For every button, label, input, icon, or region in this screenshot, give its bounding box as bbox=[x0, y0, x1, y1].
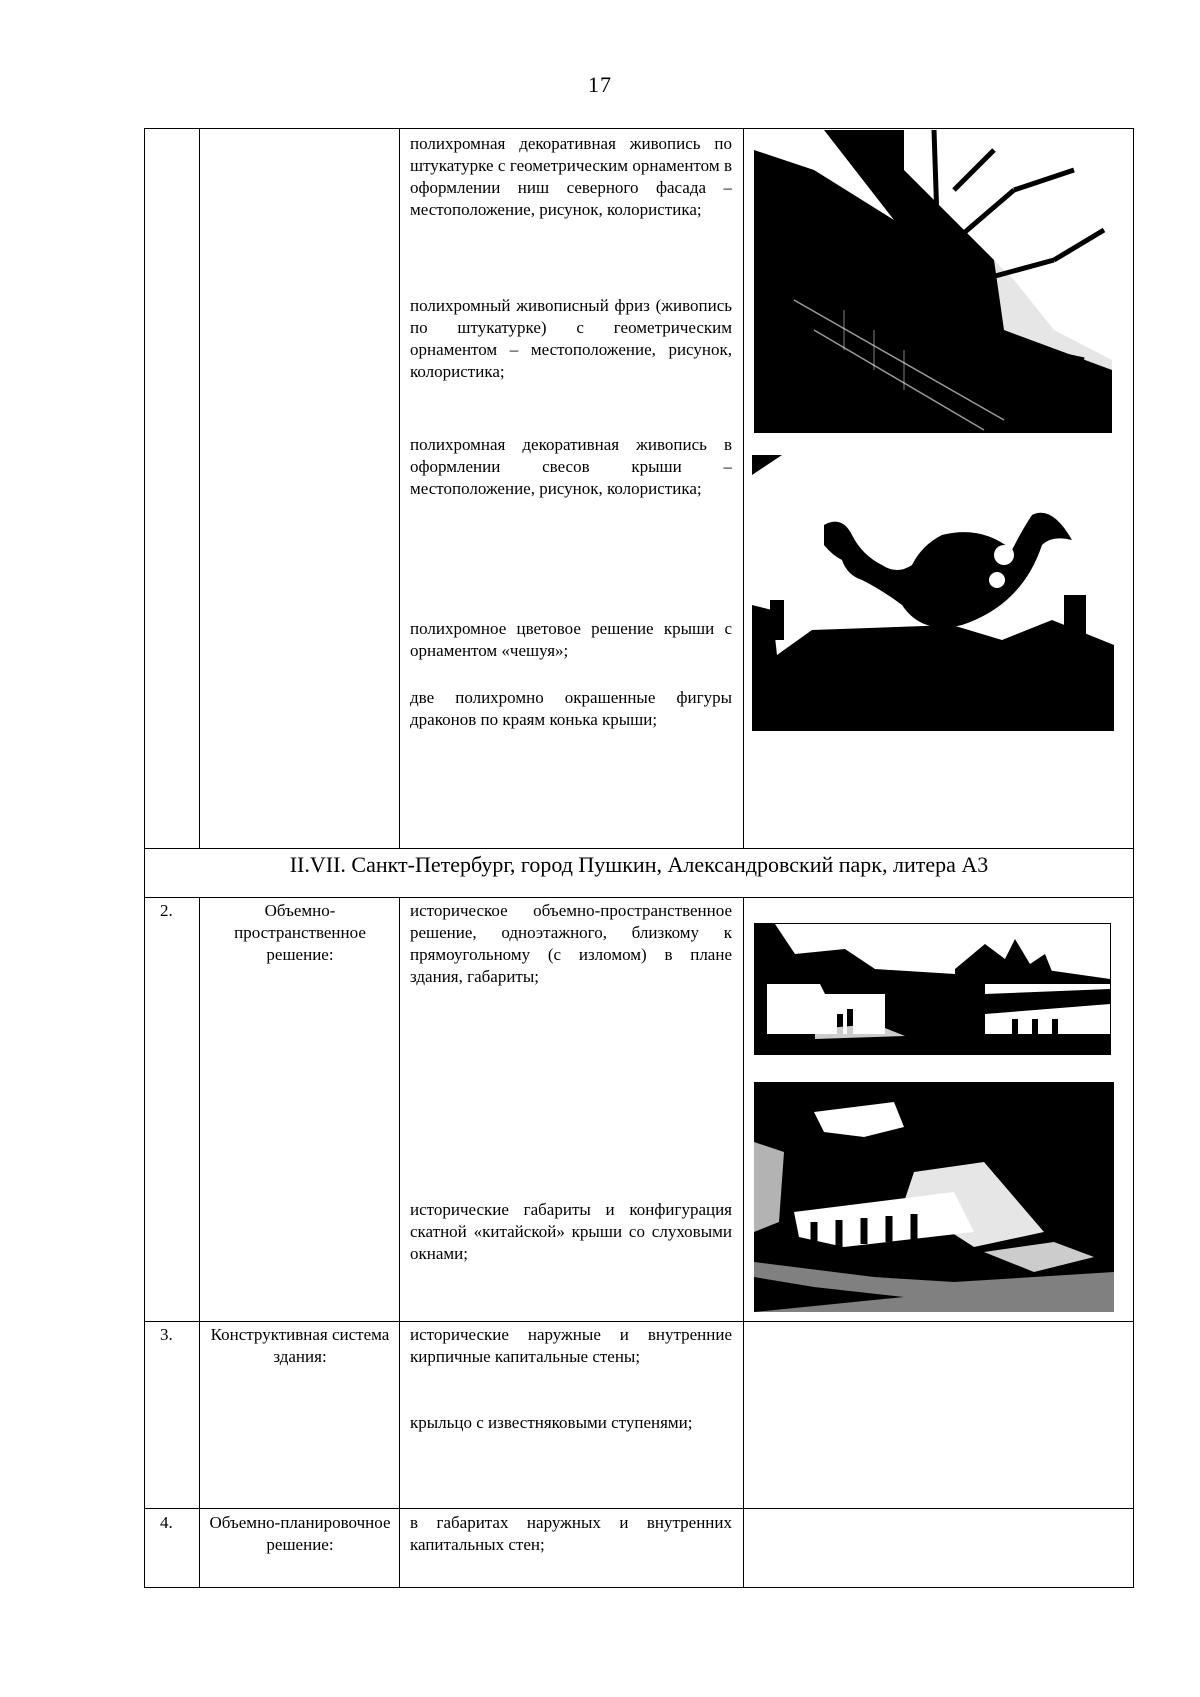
table-divider bbox=[199, 128, 200, 848]
feature-item: полихромное цветовое решение крыши с орнаментом «чешуя»; bbox=[410, 619, 732, 660]
row-number: 3. bbox=[160, 1325, 173, 1344]
page-number: 17 bbox=[588, 72, 612, 97]
row-number: 2. bbox=[160, 901, 173, 920]
table-divider bbox=[743, 897, 744, 1588]
table-divider bbox=[144, 1321, 1134, 1322]
feature-item: крыльцо с известняковыми ступенями; bbox=[410, 1413, 693, 1432]
feature-item: две полихромно окрашенные фигуры драконов по краям конька крыши; bbox=[410, 688, 732, 729]
row-name: Объемно-пространственное решение: bbox=[234, 901, 366, 964]
roof-photo bbox=[754, 1082, 1114, 1312]
table-divider bbox=[144, 897, 1134, 898]
dragon-roof-photo bbox=[752, 455, 1114, 731]
feature-item: исторические габариты и конфигурация скатной «китайской» крыши со слуховыми окнами; bbox=[410, 1200, 732, 1263]
table-divider bbox=[399, 897, 400, 1588]
table-divider bbox=[144, 848, 1134, 849]
feature-item: полихромный живописный фриз (живопись по штукатурке) с геометрическим орнаментом – местоположение, рисунок, колористика; bbox=[410, 296, 732, 381]
table-divider bbox=[199, 897, 200, 1588]
row-name: Объемно-планировочное решение: bbox=[209, 1513, 391, 1554]
table-divider bbox=[144, 1508, 1134, 1509]
section-title: II.VII. Санкт-Петербург, город Пушкин, Александровский парк, литера А3 bbox=[289, 852, 989, 877]
feature-item: полихромная декоративная живопись по штукатурке с геометрическим орнаментом в оформлении ниш северного фасада – местоположение, рисунок, колористика; bbox=[410, 134, 732, 219]
row-name: Конструктивная система здания: bbox=[210, 1325, 390, 1366]
table-divider bbox=[743, 128, 744, 848]
feature-item: исторические наружные и внутренние кирпичные капитальные стены; bbox=[410, 1325, 732, 1366]
building-photo bbox=[754, 923, 1111, 1055]
row-number: 4. bbox=[160, 1513, 173, 1532]
feature-item: историческое объемно-пространственное решение, одноэтажного, близкому к прямоугольному (с изломом) в плане здания, габариты; bbox=[410, 901, 732, 986]
facade-photo bbox=[754, 130, 1112, 433]
table-divider bbox=[399, 128, 400, 848]
feature-item: в габаритах наружных и внутренних капитальных стен; bbox=[410, 1513, 732, 1554]
feature-item: полихромная декоративная живопись в оформлении свесов крыши – местоположение, рисунок, колористика; bbox=[410, 435, 732, 498]
